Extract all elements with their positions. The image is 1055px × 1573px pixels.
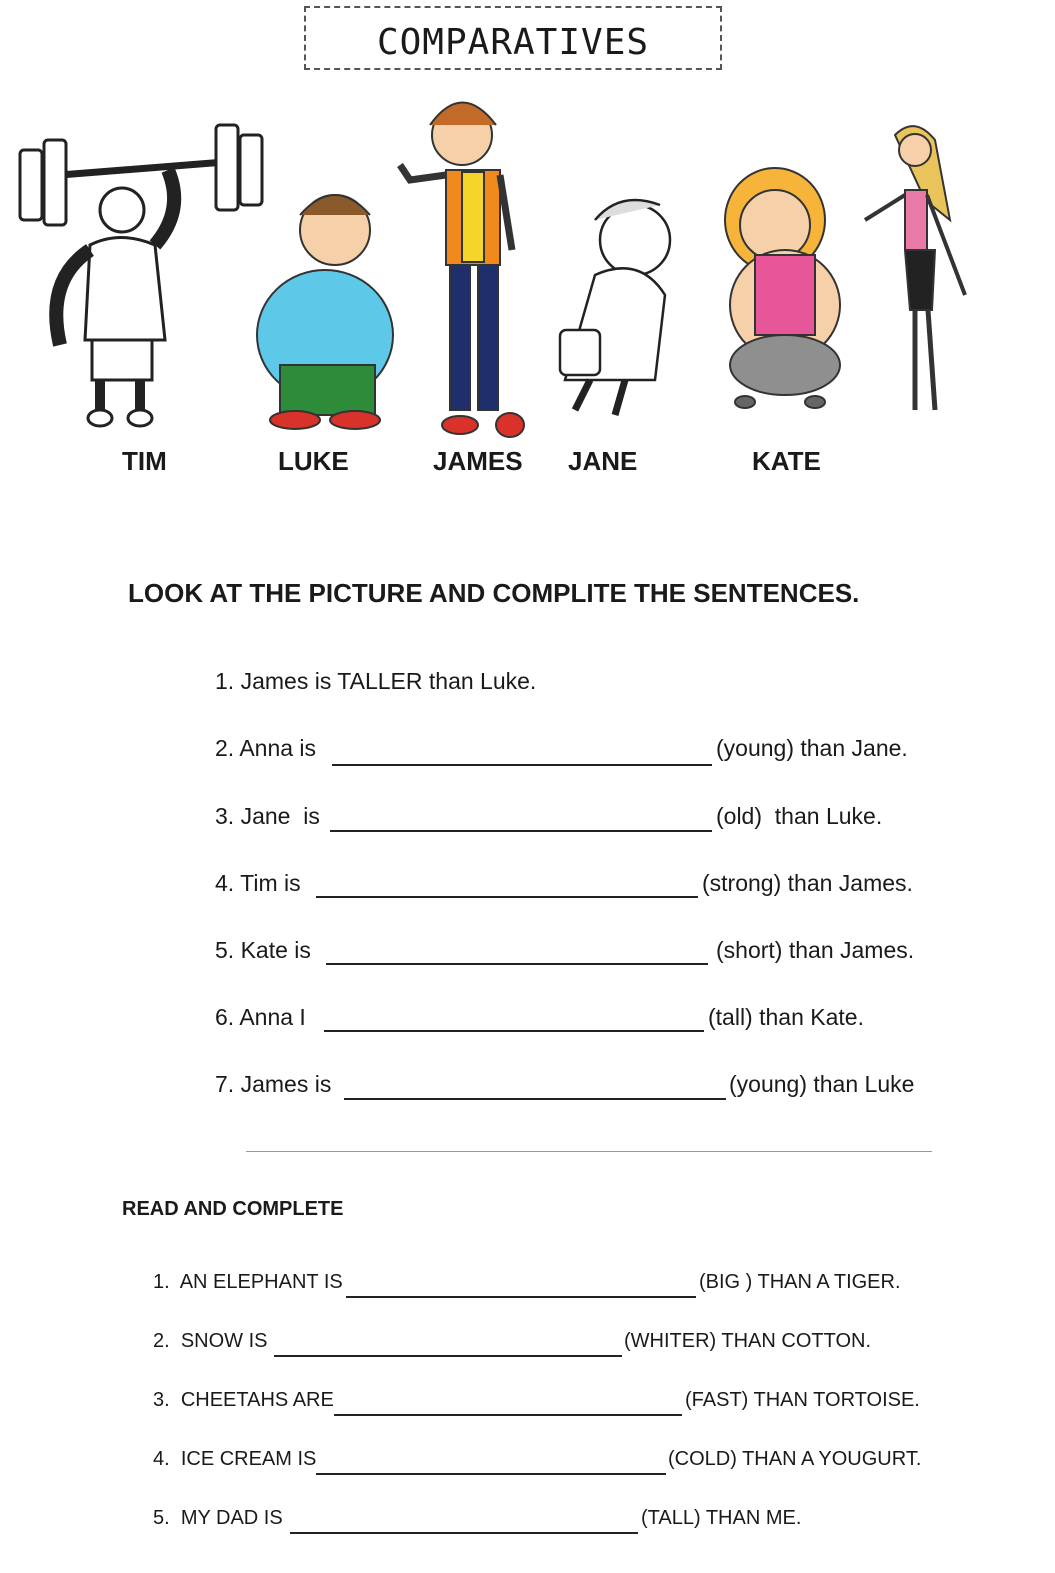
jane-figure bbox=[560, 200, 670, 415]
ex1-item-number: 1. bbox=[215, 668, 235, 694]
ex2-item-number: 3. bbox=[153, 1389, 170, 1411]
ex1-item-number: 5. bbox=[215, 937, 235, 963]
kate-figure bbox=[725, 168, 840, 408]
ex2-item-text: SNOW IS bbox=[180, 1330, 268, 1352]
ex2-item-3 bbox=[153, 1389, 334, 1412]
ex1-answer-blank-4[interactable] bbox=[316, 896, 698, 898]
luke-figure bbox=[257, 195, 393, 429]
title-box bbox=[304, 6, 722, 70]
ex1-item-number: 6. bbox=[215, 1004, 235, 1030]
ex1-item-4 bbox=[215, 870, 301, 897]
ex1-answer-blank-6[interactable] bbox=[324, 1030, 704, 1032]
ex2-item-number: 2. bbox=[153, 1330, 170, 1352]
ex2-item-2 bbox=[153, 1330, 267, 1353]
tim-figure bbox=[20, 125, 262, 426]
ex2-answer-blank-4[interactable] bbox=[316, 1473, 666, 1475]
ex1-item-text: Jane is bbox=[240, 803, 320, 829]
ex1-item-number: 7. bbox=[215, 1071, 235, 1097]
ex1-item-number: 4. bbox=[215, 870, 235, 896]
ex2-answer-blank-5[interactable] bbox=[290, 1532, 638, 1534]
label-kate: KATE bbox=[752, 446, 821, 476]
ex1-item-5 bbox=[215, 937, 311, 964]
ex1-answer-blank-3[interactable] bbox=[330, 830, 712, 832]
label-luke: LUKE bbox=[278, 446, 349, 476]
label-tim: TIM bbox=[122, 446, 167, 476]
ex2-item-number: 4. bbox=[153, 1448, 170, 1470]
ex2-item-text: MY DAD IS bbox=[180, 1507, 283, 1529]
ex1-item-6 bbox=[215, 1004, 306, 1031]
ex1-item-text: Kate is bbox=[240, 937, 311, 963]
ex2-item-4 bbox=[153, 1448, 316, 1471]
anna-figure bbox=[865, 126, 965, 410]
ex1-item-3-end: (old) than Luke. bbox=[716, 803, 883, 829]
characters-illustration bbox=[0, 80, 1055, 450]
ex2-item-4-end: (COLD) THAN A YOUGURT. bbox=[668, 1448, 922, 1470]
ex1-item-2-end: (young) than Jane. bbox=[716, 735, 908, 761]
ex1-item-number: 2. bbox=[215, 735, 235, 761]
ex2-item-5-end: (TALL) THAN ME. bbox=[641, 1507, 802, 1529]
ex2-item-5 bbox=[153, 1507, 283, 1530]
ex1-item-text: Tim is bbox=[240, 870, 301, 896]
ex2-item-1 bbox=[153, 1271, 343, 1294]
section2-heading: READ AND COMPLETE bbox=[122, 1198, 344, 1220]
ex2-item-2-end: (WHITER) THAN COTTON. bbox=[624, 1330, 872, 1352]
ex1-item-2 bbox=[215, 735, 316, 762]
ex2-item-number: 1. bbox=[153, 1271, 170, 1293]
ex1-item-text: James is TALLER than Luke. bbox=[240, 668, 537, 694]
label-jane: JANE bbox=[568, 446, 638, 476]
ex1-item-text: Anna is bbox=[239, 735, 317, 761]
ex2-item-text: ICE CREAM IS bbox=[180, 1448, 317, 1470]
ex1-item-4-end: (strong) than James. bbox=[702, 870, 913, 896]
ex1-answer-blank-7[interactable] bbox=[344, 1098, 726, 1100]
ex1-item-1 bbox=[215, 668, 536, 695]
ex2-item-1-end: (BIG ) THAN A TIGER. bbox=[699, 1271, 901, 1293]
ex2-answer-blank-2[interactable] bbox=[274, 1355, 622, 1357]
divider-rule bbox=[246, 1151, 932, 1152]
page-title: COMPARATIVES bbox=[376, 22, 650, 63]
james-figure bbox=[400, 103, 524, 438]
ex1-item-5-end: (short) than James. bbox=[716, 937, 915, 963]
instruction-heading: LOOK AT THE PICTURE AND COMPLITE THE SENTENCES. bbox=[128, 578, 860, 608]
ex1-answer-blank-5[interactable] bbox=[326, 963, 708, 965]
ex1-answer-blank-2[interactable] bbox=[332, 764, 712, 766]
ex2-item-text: CHEETAHS ARE bbox=[180, 1389, 334, 1411]
ex2-answer-blank-3[interactable] bbox=[334, 1414, 682, 1416]
ex1-item-6-end: (tall) than Kate. bbox=[708, 1004, 864, 1030]
label-james: JAMES bbox=[433, 446, 523, 476]
ex2-item-3-end: (FAST) THAN TORTOISE. bbox=[685, 1389, 920, 1411]
ex1-item-text: Anna I bbox=[239, 1004, 306, 1030]
ex2-answer-blank-1[interactable] bbox=[346, 1296, 696, 1298]
ex2-item-number: 5. bbox=[153, 1507, 170, 1529]
ex1-item-number: 3. bbox=[215, 803, 235, 829]
ex1-item-7-end: (young) than Luke bbox=[729, 1071, 915, 1097]
ex1-item-7 bbox=[215, 1071, 331, 1098]
ex2-item-text: AN ELEPHANT IS bbox=[179, 1271, 343, 1293]
ex1-item-text: James is bbox=[240, 1071, 332, 1097]
ex1-item-3 bbox=[215, 803, 320, 830]
